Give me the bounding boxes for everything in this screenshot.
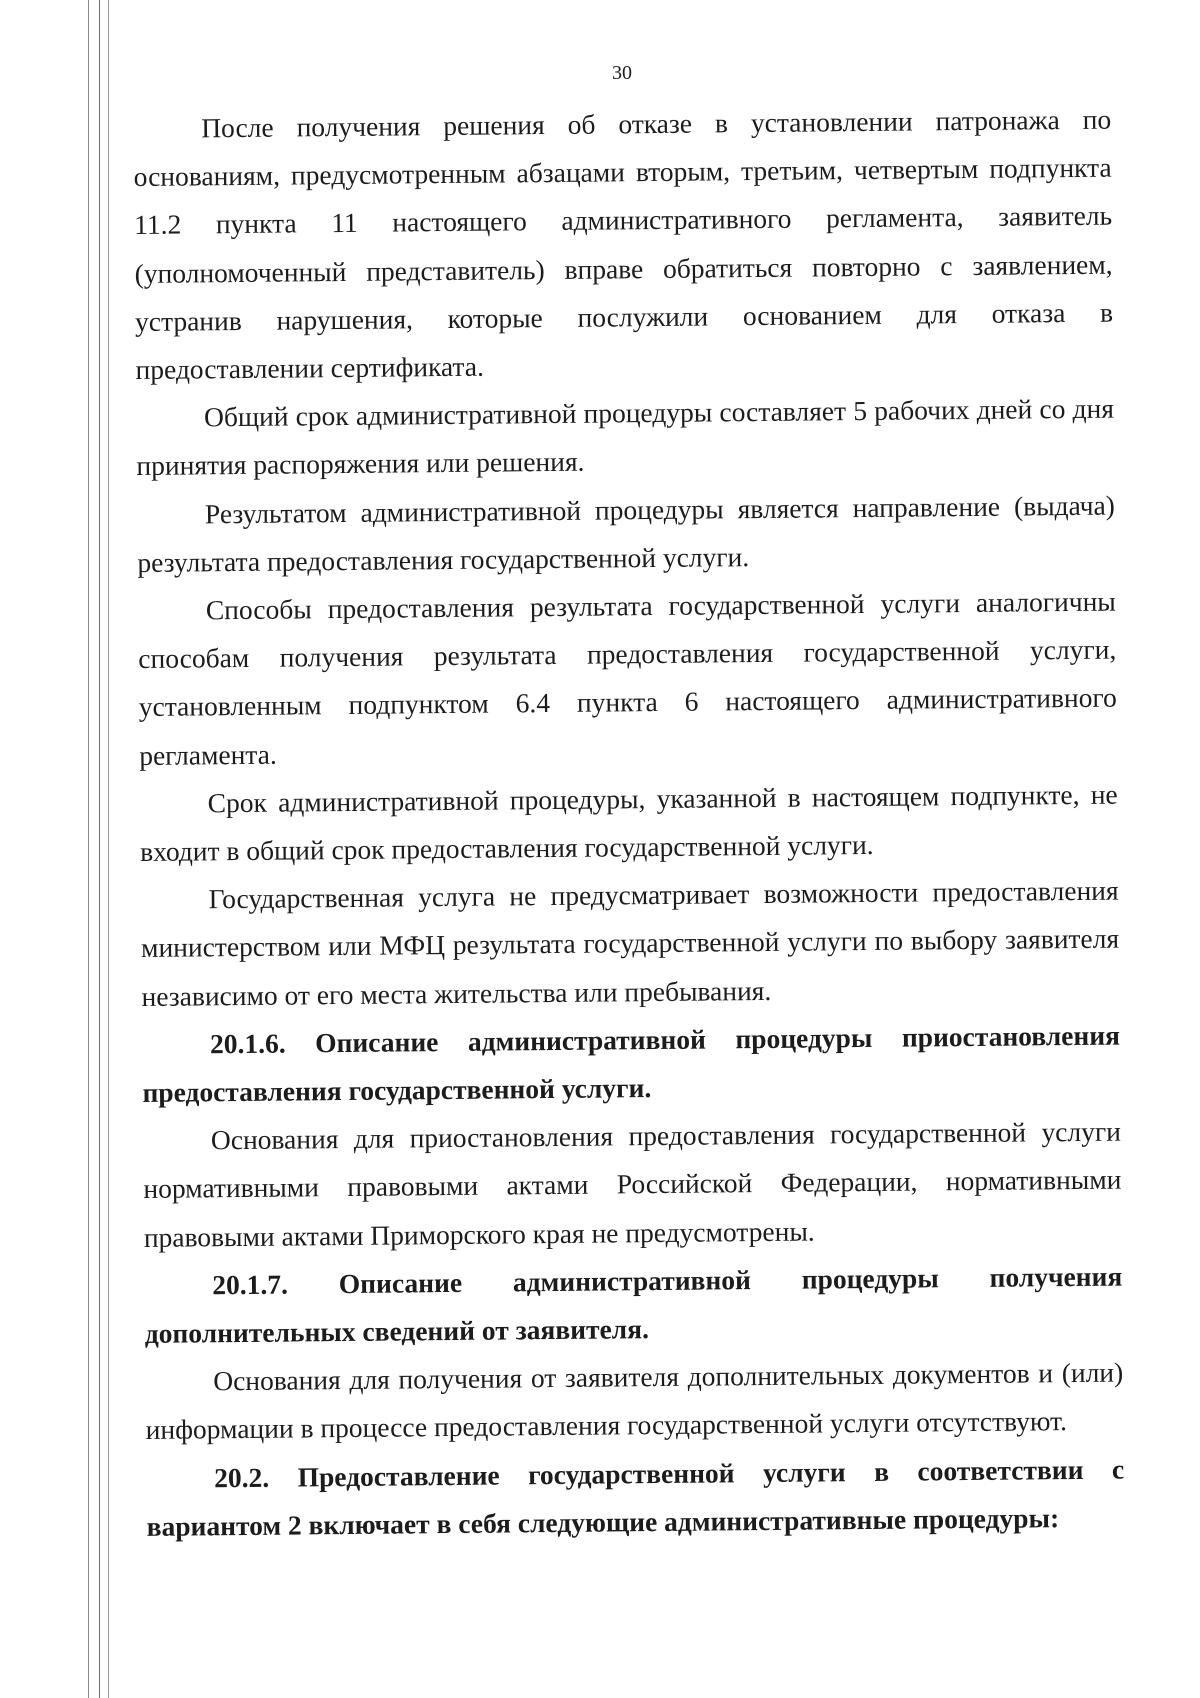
section-heading: 20.2. Предоставление государственной услуги в соответствии с вариантом 2 включает в себя следующие административные процедуры:: [146, 1453, 1125, 1542]
paragraph: Государственная услуга не предусматривает возможности предоставления министерством или МФЦ результата государственной услуги по выбору заявителя независимо от его места жительства или пребывания.: [140, 874, 1120, 1012]
document-body: [133, 96, 1125, 1551]
paragraph: Основания для приостановления предоставления государственной услуги нормативными правовыми актами Российской Федерации, нормативными правовыми актами Приморского края не предусмотрены.: [143, 1115, 1122, 1253]
section-heading: 20.1.6. Описание административной процедуры приостановления предоставления государственной услуги.: [142, 1019, 1121, 1109]
paragraph: Способы предоставления результата государственной услуги аналогичны способам получения результата предоставления государственной услуги, установленным подпунктом 6.4 пункта 6 настоящего административного регламента.: [138, 585, 1117, 771]
paragraph: Срок административной процедуры, указанной в настоящем подпункте, не входит в общий срок предоставления государственной услуги.: [140, 778, 1118, 868]
binding-margin-line: [108, 0, 109, 1698]
paragraph: Общий срок административной процедуры составляет 5 рабочих дней со дня принятия распоряжения или решения.: [136, 392, 1115, 482]
paragraph: После получения решения об отказе в установлении патронажа по основаниям, предусмотренным абзацами вторым, третьим, четвертым подпункта 11.2 пункта 11 настоящего административного регламента, заявитель (уполномоченный представитель) вправе обратиться повторно с заявлением, устранив нарушения, которые послужили основанием для отказа в предоставлении сертификата.: [133, 103, 1114, 386]
page-number: 30: [612, 62, 632, 84]
paragraph: Основания для получения от заявителя дополнительных документов и (или) информации в процессе предоставления государственной услуги отсутствуют.: [145, 1356, 1124, 1446]
section-heading: 20.1.7. Описание административной процедуры получения дополнительных сведений от заявителя.: [144, 1260, 1123, 1350]
binding-margin-line: [99, 0, 100, 1698]
paragraph: Результатом административной процедуры является направление (выдача) результата предоставления государственной услуги.: [137, 489, 1116, 578]
binding-margin-line: [88, 0, 89, 1698]
